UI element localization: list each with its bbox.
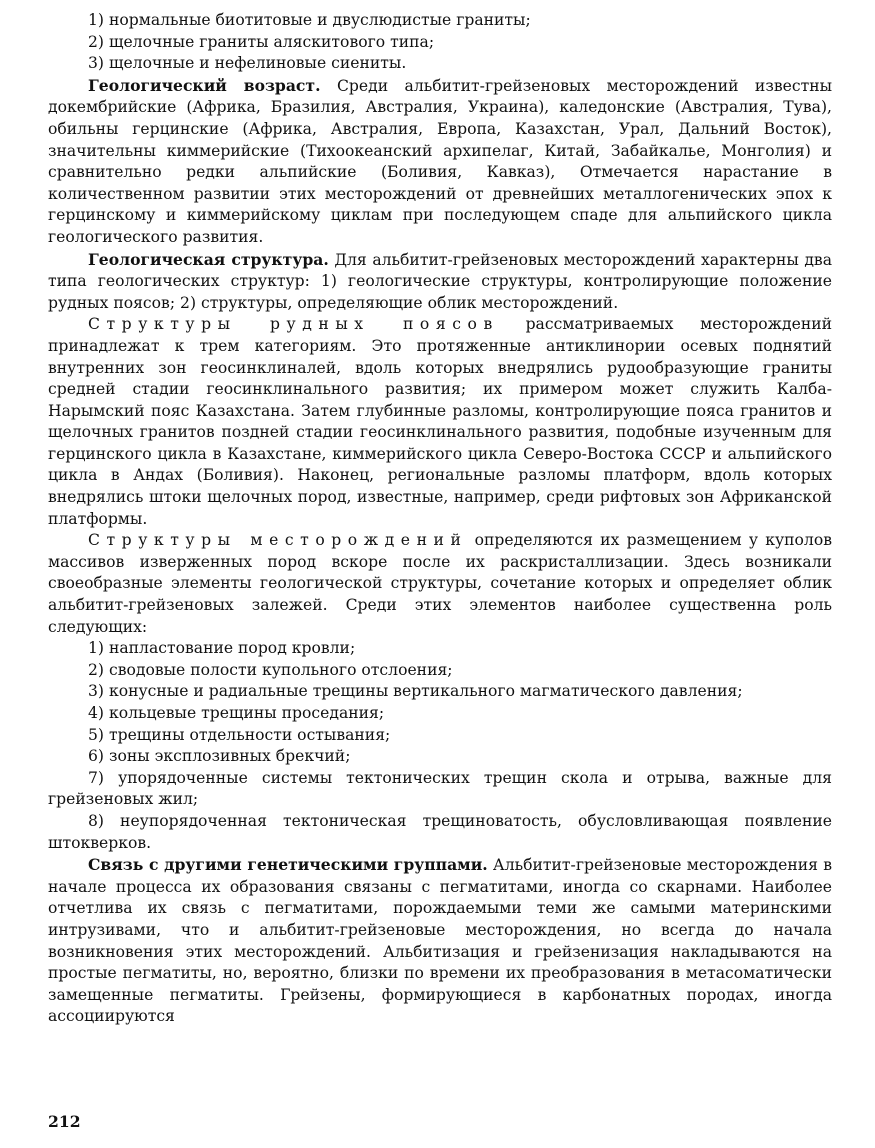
paragraph-deposits <box>48 530 832 638</box>
spaced-term: Структуры рудных поясов <box>88 315 499 334</box>
list-item: 2) щелочные граниты аляскитового типа; <box>88 32 435 51</box>
list-item: 4) кольцевые трещины проседания; <box>88 704 385 722</box>
paragraph-text: Для альбитит-грейзеновых месторождений характерны два типа геологических структур: 1) геологические структуры, контролирующие положение рудных поясов; 2) структуры, определяющие облик месторождений. <box>48 250 832 312</box>
page-number: 212 <box>48 1112 81 1131</box>
paragraph-text: Среди альбитит-грейзеновых месторождений известны докембрийские (Африка, Бразилия, Австралия, Украина), каледонские (Австралия, Тува), обильны герцинские (Африка, Австралия, Европа, Казахстан, Урал, Дальний Восток), значительны киммерийские (Тихоокеанский архипелаг, Китай, Забайкалье, Монголия) и сравнительно редки альпийские (Боливия, Кавказ), Отмечается нарастание в количественном развитии этих месторождений от древнейших металлогенических эпох к герцинскому и киммерийскому циклам при последующем спаде для альпийского цикла геологического развития. <box>48 76 832 246</box>
paragraph-text: Альбитит-грейзеновые месторождения в начале процесса их образования связаны с пегматитами, иногда со скарнами. Наиболее отчетлива их связь с пегматитами, порождаемыми теми же самыми материнскими интрузивами, что и альбитит-грейзеновые месторождения, но всегда до начала возникновения этих месторождений. Альбитизация и грейзенизация накладываются на простые пегматиты, но, вероятно, близки по времени их преобразования в метасоматически замещенные пегматиты. Грейзены, формирующиеся в карбонатных породах, иногда ассоциируются <box>48 856 832 1026</box>
elements-list <box>48 638 832 854</box>
list-item: 8) неупорядоченная тектоническая трещиноватость, обусловливающая появление штокверков. <box>48 811 832 852</box>
list-item: 1) напластование пород кровли; <box>88 639 356 658</box>
section-heading: Связь с другими генетическими группами. <box>88 855 488 875</box>
list-item: 6) зоны эксплозивных брекчий; <box>88 747 351 766</box>
list-item: 1) нормальные биотитовые и двуслюдистые граниты; <box>88 11 531 29</box>
page-body <box>48 10 832 1028</box>
list-item: 3) конусные и радиальные трещины вертикального магматического давления; <box>88 682 743 701</box>
paragraph-age <box>48 75 832 249</box>
list-item: 5) трещины отдельности остывания; <box>88 725 391 744</box>
granite-list <box>48 10 832 75</box>
paragraph-text: определяются их размещением у куполов массивов изверженных пород вскоре после их раскристаллизации. Здесь возникали своеобразные элементы геологической структуры, сочетание которых и определяет облик альбитит-грейзеновых залежей. Среди этих элементов наиболее существенна роль следующих: <box>48 531 832 636</box>
paragraph-relations <box>48 854 832 1028</box>
paragraph-text: рассматриваемых месторождений принадлежат к трем категориям. Это протяженные антиклинории осевых поднятий внутренних зон геосинклиналей, вдоль которых внедрялись рудообразующие граниты средней стадии геосинклинального развития; их примером может служить Калба-Нарымский пояс Казахстана. Затем глубинные разломы, контролирующие пояса гранитов и щелочных гранитов поздней стадии геосинклинального развития, подобные изученным для герцинского цикла в Казахстане, киммерийского цикла Северо-Востока СССР и альпийского цикла в Андах (Боливия). Наконец, региональные разломы платформ, вдоль которых внедрялись штоки щелочных пород, известные, например, среди рифтовых зон Африканской платформы. <box>48 315 832 528</box>
paragraph-belts <box>48 314 832 530</box>
section-heading: Геологический возраст. <box>88 75 321 95</box>
paragraph-structure <box>48 249 832 315</box>
list-item: 2) сводовые полости купольного отслоения; <box>88 660 453 679</box>
section-heading: Геологическая структура. <box>88 249 329 269</box>
list-item: 3) щелочные и нефелиновые сиениты. <box>88 54 407 73</box>
list-item: 7) упорядоченные системы тектонических трещин скола и отрыва, важные для грейзеновых жил; <box>48 768 832 809</box>
spaced-term: Структуры месторождений <box>88 531 468 550</box>
